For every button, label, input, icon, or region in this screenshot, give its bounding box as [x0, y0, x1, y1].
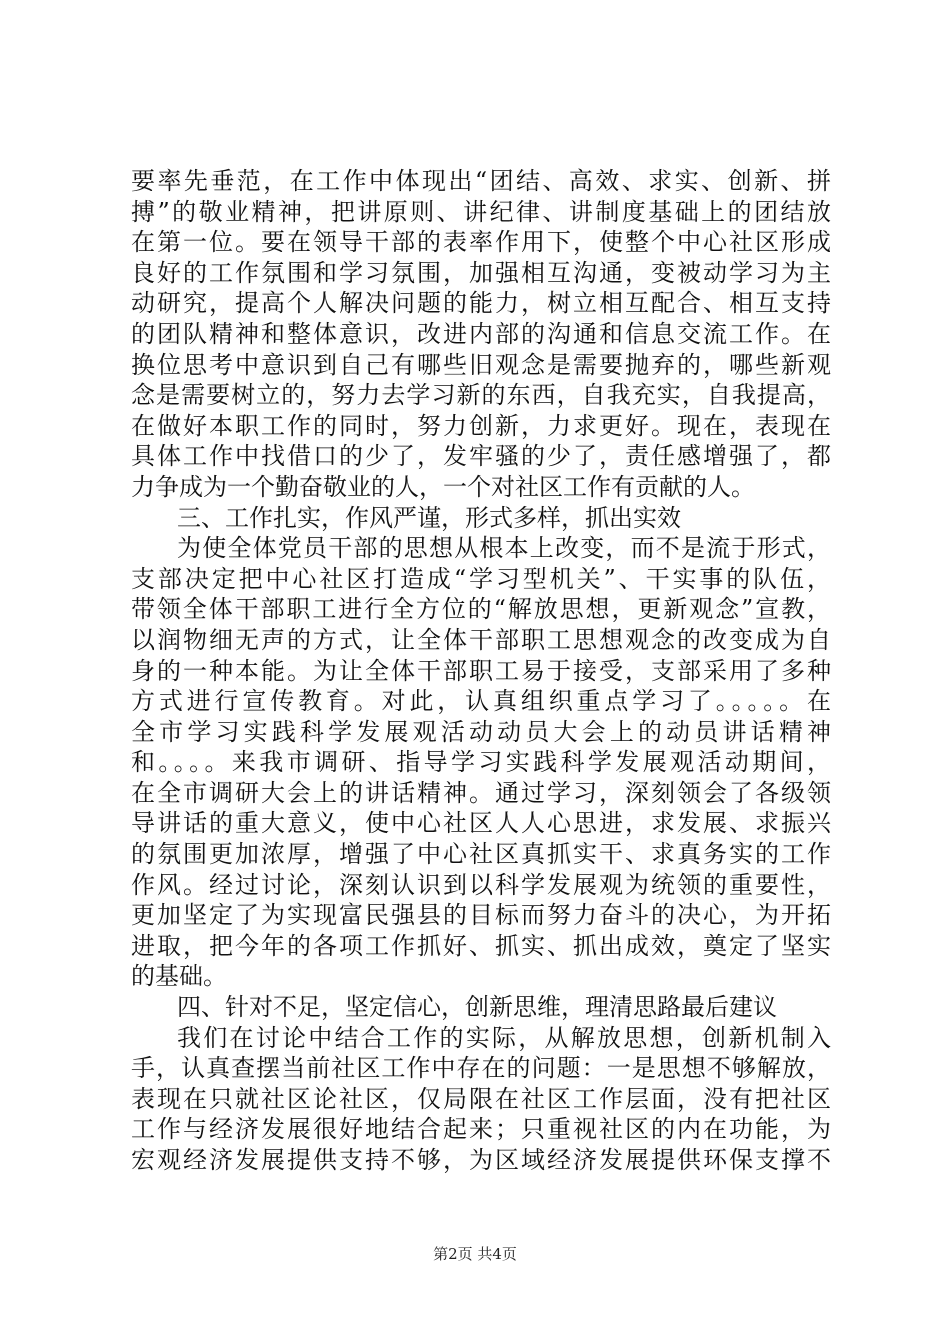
page-footer: 第2页 共4页 — [433, 1245, 517, 1263]
text-line: 作风。经过讨论，深刻认识到以科学发展观为统领的重要性， — [131, 870, 831, 899]
text-line: 表现在只就社区论社区，仅局限在社区工作层面，没有把社区 — [131, 1084, 831, 1113]
section-heading: 四、针对不足，坚定信心，创新思维，理清思路最后建议 — [177, 993, 777, 1022]
text-line: 我们在讨论中结合工作的实际，从解放思想，创新机制入 — [177, 1023, 831, 1052]
text-line: 带领全体干部职工进行全方位的“解放思想，更新观念”宣教， — [131, 595, 831, 624]
text-line: 要率先垂范，在工作中体现出“团结、高效、求实、创新、拼 — [131, 167, 831, 195]
text-line: 力争成为一个勤奋敬业的人，一个对社区工作有贡献的人。 — [131, 472, 755, 501]
text-line: 在全市调研大会上的讲话精神。通过学习，深刻领会了各级领 — [131, 778, 831, 807]
text-line: 搏”的敬业精神，把讲原则、讲纪律、讲制度基础上的团结放 — [131, 197, 831, 226]
text-line: 和。。。。来我市调研、指导学习实践科学发展观活动期间， — [131, 748, 831, 777]
text-line: 以润物细无声的方式，让全体干部职工思想观念的改变成为自 — [131, 625, 831, 654]
text-line: 的氛围更加浓厚，增强了中心社区真抓实干、求真务实的工作 — [131, 840, 831, 869]
text-line: 进取，把今年的各项工作抓好、抓实、抓出成效，奠定了坚实 — [131, 931, 831, 960]
text-line: 动研究，提高个人解决问题的能力，树立相互配合、相互支持 — [131, 289, 831, 318]
section-heading: 三、工作扎实，作风严谨，形式多样，抓出实效 — [177, 503, 681, 532]
text-line: 身的一种本能。为让全体干部职工易于接受，支部采用了多种 — [131, 656, 831, 685]
text-line: 在做好本职工作的同时，努力创新，力求更好。现在，表现在 — [131, 411, 831, 440]
text-line: 手，认真查摆当前社区工作中存在的问题：一是思想不够解放， — [131, 1054, 831, 1083]
text-line: 更加坚定了为实现富民强县的目标而努力奋斗的决心，为开拓 — [131, 901, 831, 930]
text-line: 为使全体党员干部的思想从根本上改变，而不是流于形式， — [177, 534, 831, 563]
text-line: 念是需要树立的，努力去学习新的东西，自我充实，自我提高， — [131, 381, 831, 410]
text-line: 的团队精神和整体意识，改进内部的沟通和信息交流工作。在 — [131, 319, 831, 348]
text-line: 工作与经济发展很好地结合起来；只重视社区的内在功能，为 — [131, 1115, 831, 1144]
text-line: 具体工作中找借口的少了，发牢骚的少了，责任感增强了，都 — [131, 442, 831, 471]
body-text — [131, 166, 831, 1176]
text-line: 在第一位。要在领导干部的表率作用下，使整个中心社区形成 — [131, 228, 831, 257]
text-line: 全市学习实践科学发展观活动动员大会上的动员讲话精神 — [131, 717, 831, 746]
text-line: 支部决定把中心社区打造成“学习型机关”、干实事的队伍， — [131, 564, 831, 593]
text-line: 换位思考中意识到自己有哪些旧观念是需要抛弃的，哪些新观 — [131, 350, 831, 379]
text-line: 的基础。 — [131, 962, 227, 991]
text-line: 方式进行宣传教育。对此，认真组织重点学习了。。。。。在 — [131, 687, 831, 716]
text-line: 导讲话的重大意义，使中心社区人人心思进，求发展、求振兴 — [131, 809, 831, 838]
text-line: 宏观经济发展提供支持不够，为区域经济发展提供环保支撑不 — [131, 1146, 831, 1174]
text-line: 良好的工作氛围和学习氛围，加强相互沟通，变被动学习为主 — [131, 258, 831, 287]
